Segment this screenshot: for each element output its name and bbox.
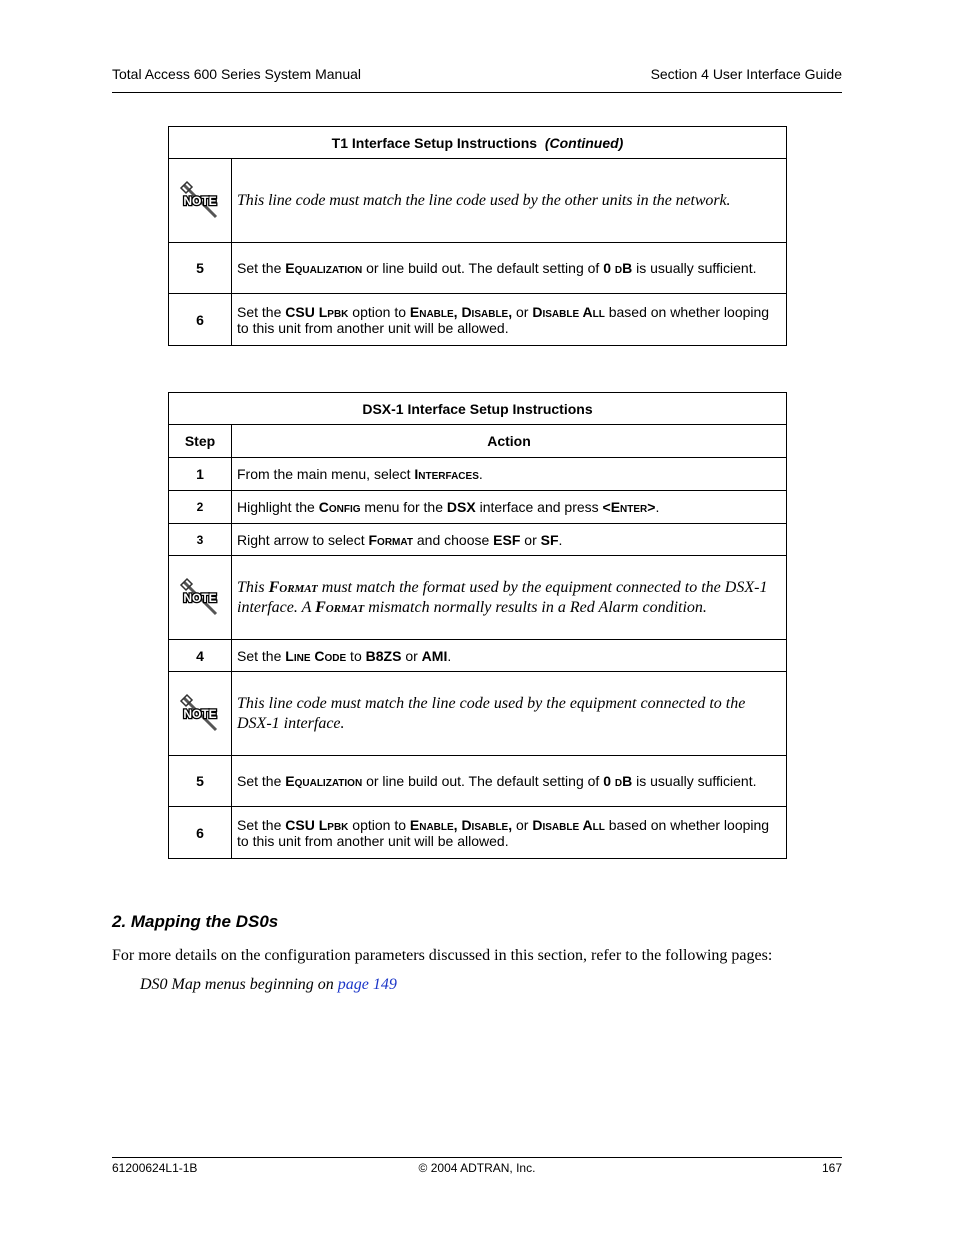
t1-step-action: Set the CSU Lpbk option to Enable, Disable, or Disable All based on whether looping to this unit from another unit will be allowed. <box>232 294 787 346</box>
note-icon <box>178 692 222 736</box>
dsx-step-action: Set the Equalization or line build out. The default setting of 0 dB is usually sufficient. <box>232 756 787 807</box>
t1-note-text: This line code must match the line code used by the other units in the network. <box>232 159 787 243</box>
document-number: 61200624L1-1B <box>112 1161 198 1175</box>
dsx-step-action: Highlight the Config menu for the DSX interface and press <Enter>. <box>232 491 787 524</box>
dsx-step-action: From the main menu, select Interfaces. <box>232 458 787 491</box>
dsx-step-number: 6 <box>169 807 232 859</box>
note-icon <box>178 179 222 223</box>
header-section-title: Section 4 User Interface Guide <box>650 66 842 82</box>
note-icon <box>178 576 222 620</box>
dsx-step-number: 5 <box>169 756 232 807</box>
page-149-link[interactable]: page 149 <box>337 976 397 993</box>
dsx-table-title: DSX-1 Interface Setup Instructions <box>169 393 787 425</box>
dsx1-setup-table <box>168 392 787 859</box>
column-header-action: Action <box>232 425 787 458</box>
page-number: 167 <box>821 1161 842 1175</box>
t1-table-title: T1 Interface Setup Instructions (Continued) <box>169 127 787 159</box>
column-header-step: Step <box>169 425 232 458</box>
dsx-step-number: 1 <box>169 458 232 491</box>
t1-step-number: 6 <box>169 294 232 346</box>
note-icon-cell <box>169 672 232 756</box>
section-heading: 2. Mapping the DS0s <box>112 912 279 931</box>
dsx-step-number: 2 <box>169 491 232 524</box>
section-paragraph: For more details on the configuration parameters discussed in this section, refer to the following pages: <box>112 947 773 964</box>
t1-setup-table <box>168 126 787 346</box>
page-footer <box>112 1157 842 1175</box>
dsx-linecode-note: This line code must match the line code used by the equipment connected to the DSX-1 interface. <box>232 672 787 756</box>
copyright: © 2004 ADTRAN, Inc. <box>418 1161 536 1175</box>
dsx-step-number: 3 <box>169 524 232 556</box>
dsx-step-action: Set the CSU Lpbk option to Enable, Disable, or Disable All based on whether looping to this unit from another unit will be allowed. <box>232 807 787 859</box>
header-manual-title: Total Access 600 Series System Manual <box>112 66 362 82</box>
dsx-step-number: 4 <box>169 640 232 672</box>
page-header <box>112 66 842 93</box>
dsx-format-note: This Format must match the format used by the equipment connected to the DSX-1 interface. A Format mismatch normally results in a Red Alarm condition. <box>232 556 787 640</box>
note-icon-cell <box>169 556 232 640</box>
dsx-step-action: Right arrow to select Format and choose ESF or SF. <box>232 524 787 556</box>
t1-step-number: 5 <box>169 243 232 294</box>
dsx-step-action: Set the Line Code to B8ZS or AMI. <box>232 640 787 672</box>
note-icon-cell <box>169 159 232 243</box>
t1-step-action: Set the Equalization or line build out. The default setting of 0 dB is usually sufficient. <box>232 243 787 294</box>
reference-line: DS0 Map menus beginning on page 149 <box>140 976 397 993</box>
